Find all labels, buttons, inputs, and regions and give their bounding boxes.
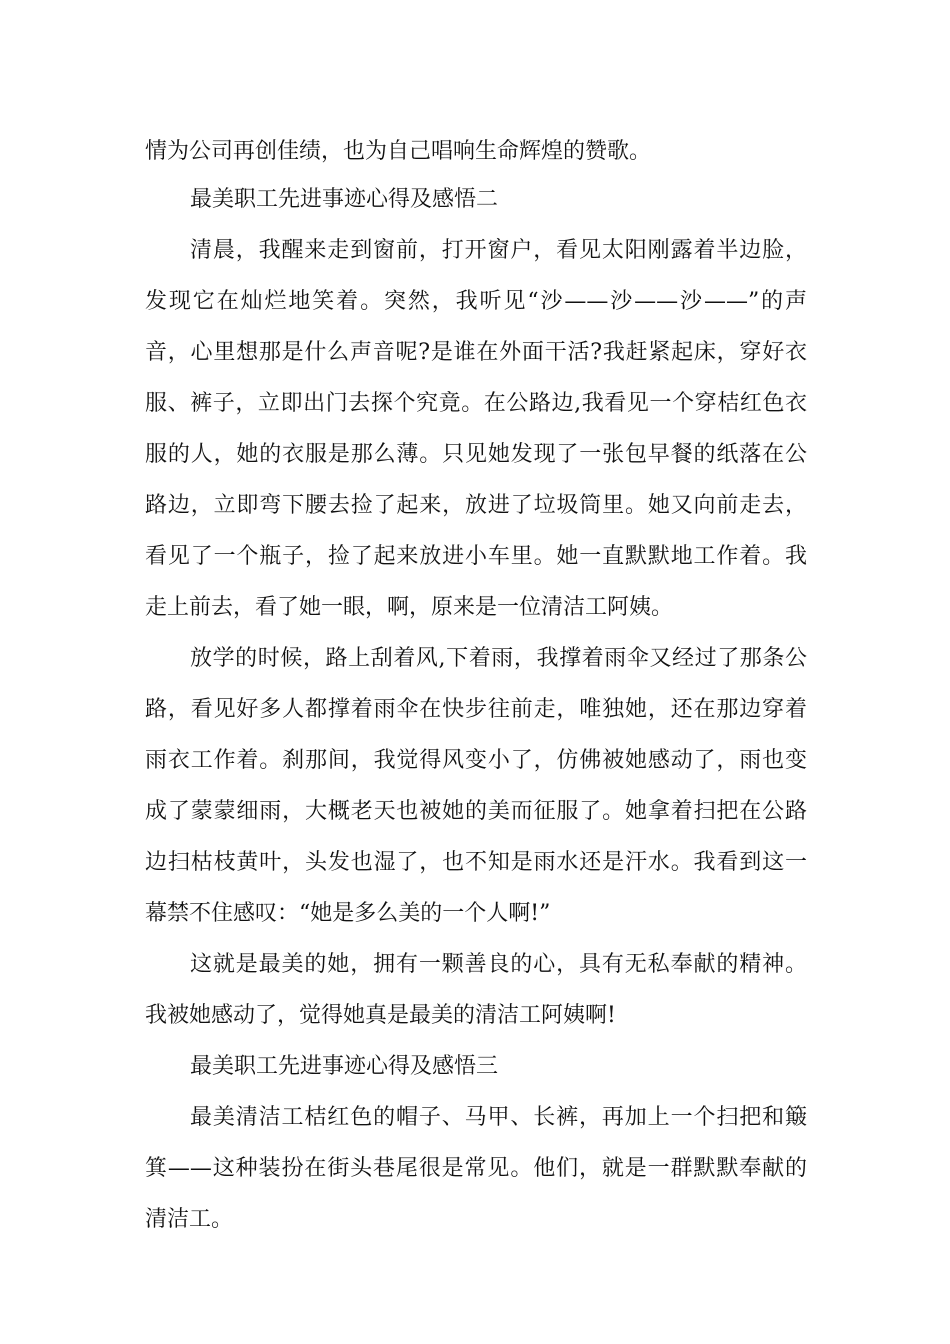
text-line: 清晨，我醒来走到窗前，打开窗户，看见太阳刚露着半边脸， (190, 238, 807, 263)
text-line: 路边，立即弯下腰去捡了起来，放进了垃圾筒里。她又向前走去， (145, 493, 807, 518)
text-line: 清洁工。 (145, 1207, 234, 1232)
text-line: 我被她感动了，觉得她真是最美的清洁工阿姨啊! (145, 1003, 616, 1028)
section-heading: 最美职工先进事迹心得及感悟二 (190, 187, 499, 212)
text-line: 箕——这种装扮在街头巷尾很是常见。他们，就是一群默默奉献的 (145, 1156, 807, 1181)
text-line: 放学的时候，路上刮着风,下着雨，我撑着雨伞又经过了那条公 (190, 646, 807, 671)
text-line: 这就是最美的她，拥有一颗善良的心，具有无私奉献的精神。 (190, 952, 807, 977)
text-line: 成了蒙蒙细雨，大概老天也被她的美而征服了。她拿着扫把在公路 (145, 799, 807, 824)
text-line: 服的人，她的衣服是那么薄。只见她发现了一张包早餐的纸落在公 (145, 442, 807, 467)
text-line: 路，看见好多人都撑着雨伞在快步往前走，唯独她，还在那边穿着 (145, 697, 807, 722)
text-line: 最美清洁工桔红色的帽子、马甲、长裤，再加上一个扫把和簸 (190, 1105, 807, 1130)
section-heading: 最美职工先进事迹心得及感悟三 (190, 1054, 499, 1079)
text-line: 边扫枯枝黄叶，头发也湿了，也不知是雨水还是汗水。我看到这一 (145, 850, 807, 875)
text-line: 雨衣工作着。刹那间，我觉得风变小了，仿佛被她感动了，雨也变 (145, 748, 807, 773)
text-line: 服、裤子，立即出门去探个究竟。在公路边,我看见一个穿桔红色衣 (145, 391, 807, 416)
text-line: 走上前去，看了她一眼，啊，原来是一位清洁工阿姨。 (145, 595, 674, 620)
text-line: 幕禁不住感叹：“她是多么美的一个人啊!” (145, 901, 551, 926)
text-line: 看见了一个瓶子，捡了起来放进小车里。她一直默默地工作着。我 (145, 544, 807, 569)
text-line: 音，心里想那是什么声音呢?是谁在外面干活?我赶紧起床，穿好衣 (145, 340, 807, 365)
text-line: 情为公司再创佳绩，也为自己唱响生命辉煌的赞歌。 (145, 139, 652, 164)
text-line: 发现它在灿烂地笑着。突然，我听见“沙——沙——沙——”的声 (145, 289, 807, 314)
